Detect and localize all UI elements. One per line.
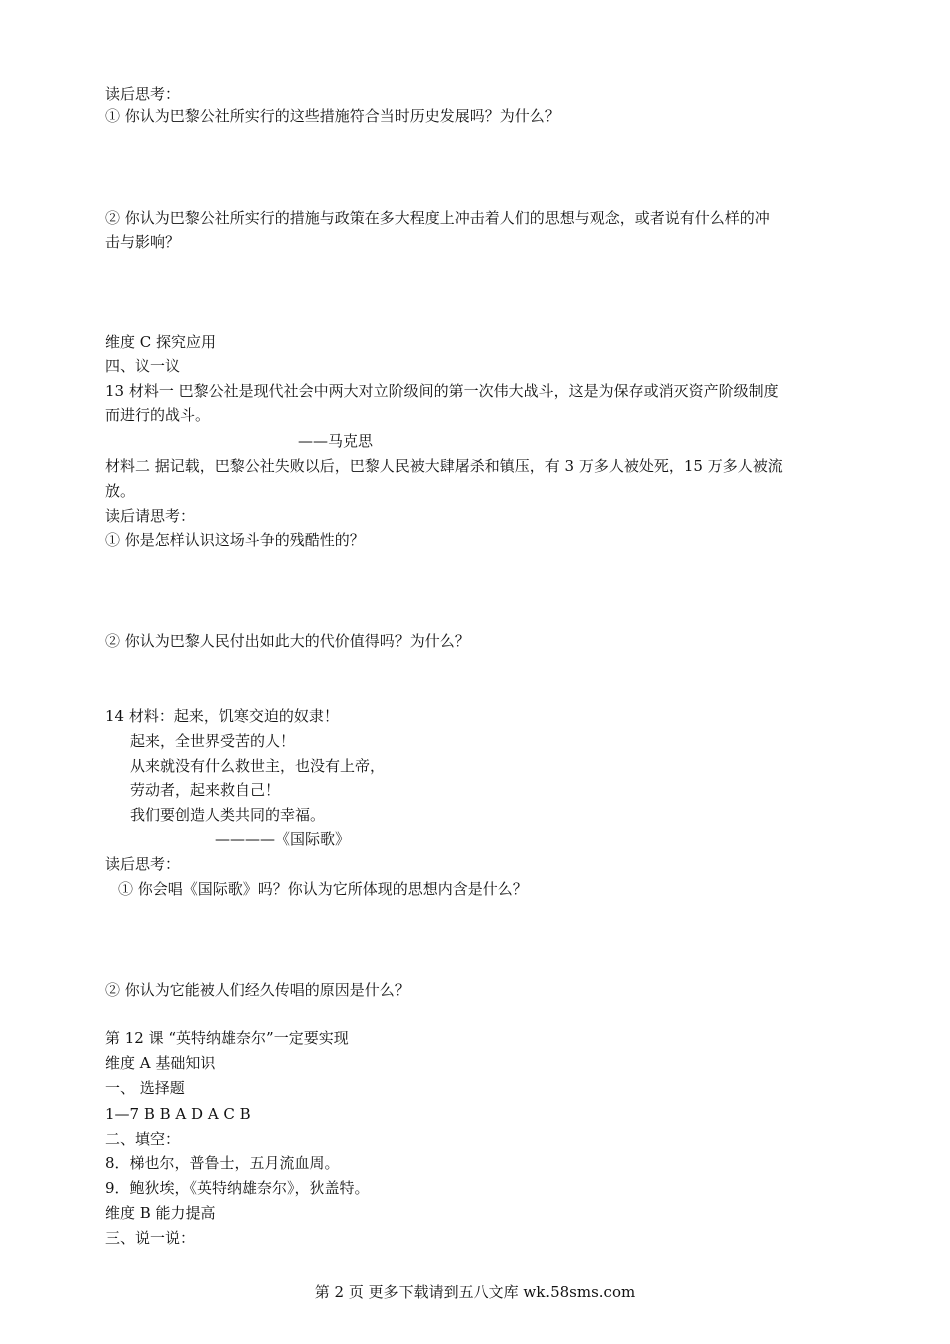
lyrics-line-3: 从来就没有什么救世主，也没有上帝， bbox=[130, 757, 386, 775]
question-3: ① 你是怎样认识这场斗争的残酷性的？ bbox=[105, 531, 365, 549]
lyrics-line-2: 起来，全世界受苦的人！ bbox=[130, 732, 296, 750]
fill-answer-9: 9．鲍狄埃，《英特纳雄奈尔》，狄盖特。 bbox=[105, 1179, 370, 1197]
question-4: ② 你认为巴黎人民付出如此大的代价值得吗？为什么？ bbox=[105, 632, 470, 650]
material-1-line-2: 而进行的战斗。 bbox=[105, 406, 211, 424]
lyrics-line-4: 劳动者，起来救自己！ bbox=[130, 781, 281, 799]
material-1-attribution: ——马克思 bbox=[298, 432, 374, 450]
lyrics-attribution: ————《国际歌》 bbox=[215, 830, 351, 848]
read-think-label-2: 读后请思考： bbox=[105, 507, 196, 525]
material-2-line-1: 材料二 据记载，巴黎公社失败以后，巴黎人民被大肆屠杀和镇压，有 3 万多人被处死，15 万多人被流 bbox=[105, 457, 783, 475]
material-1-line-1: 13 材料一 巴黎公社是现代社会中两大对立阶级间的第一次伟大战斗，这是为保存或消灭资产阶级制度 bbox=[105, 382, 779, 400]
dimension-a-heading: 维度 A 基础知识 bbox=[105, 1054, 216, 1072]
choice-answers: 1—7 B B A D A C B bbox=[105, 1105, 251, 1123]
section-three-heading: 三、说一说： bbox=[105, 1229, 196, 1247]
read-think-label-3: 读后思考： bbox=[105, 855, 181, 873]
page-footer: 第 2 页 更多下载请到五八文库 wk.58sms.com bbox=[314, 1283, 636, 1301]
lyrics-line-5: 我们要创造人类共同的幸福。 bbox=[130, 806, 326, 824]
question-2-line-2: 击与影响？ bbox=[105, 233, 181, 251]
question-1: ① 你认为巴黎公社所实行的这些措施符合当时历史发展吗？为什么？ bbox=[105, 107, 560, 125]
dimension-b-heading: 维度 B 能力提高 bbox=[105, 1204, 216, 1222]
read-think-label: 读后思考： bbox=[105, 85, 181, 103]
choice-heading: 一、 选择题 bbox=[105, 1079, 185, 1097]
question-6: ② 你认为它能被人们经久传唱的原因是什么？ bbox=[105, 981, 410, 999]
material-2-line-2: 放。 bbox=[105, 482, 136, 500]
fill-heading: 二、填空： bbox=[105, 1130, 181, 1148]
question-2-line-1: ② 你认为巴黎公社所实行的措施与政策在多大程度上冲击着人们的思想与观念，或者说有什么样的冲 bbox=[105, 209, 770, 227]
lesson-title: 第 12 课 “英特纳雄奈尔”一定要实现 bbox=[105, 1029, 349, 1047]
fill-answer-8: 8．梯也尔，普鲁士，五月流血周。 bbox=[105, 1154, 340, 1172]
question-5: ① 你会唱《国际歌》吗？你认为它所体现的思想内含是什么？ bbox=[118, 880, 528, 898]
dimension-c-heading: 维度 C 探究应用 bbox=[105, 333, 217, 351]
section-four-heading: 四、议一议 bbox=[105, 357, 181, 375]
lyrics-line-1: 14 材料：起来，饥寒交迫的奴隶！ bbox=[105, 707, 339, 725]
